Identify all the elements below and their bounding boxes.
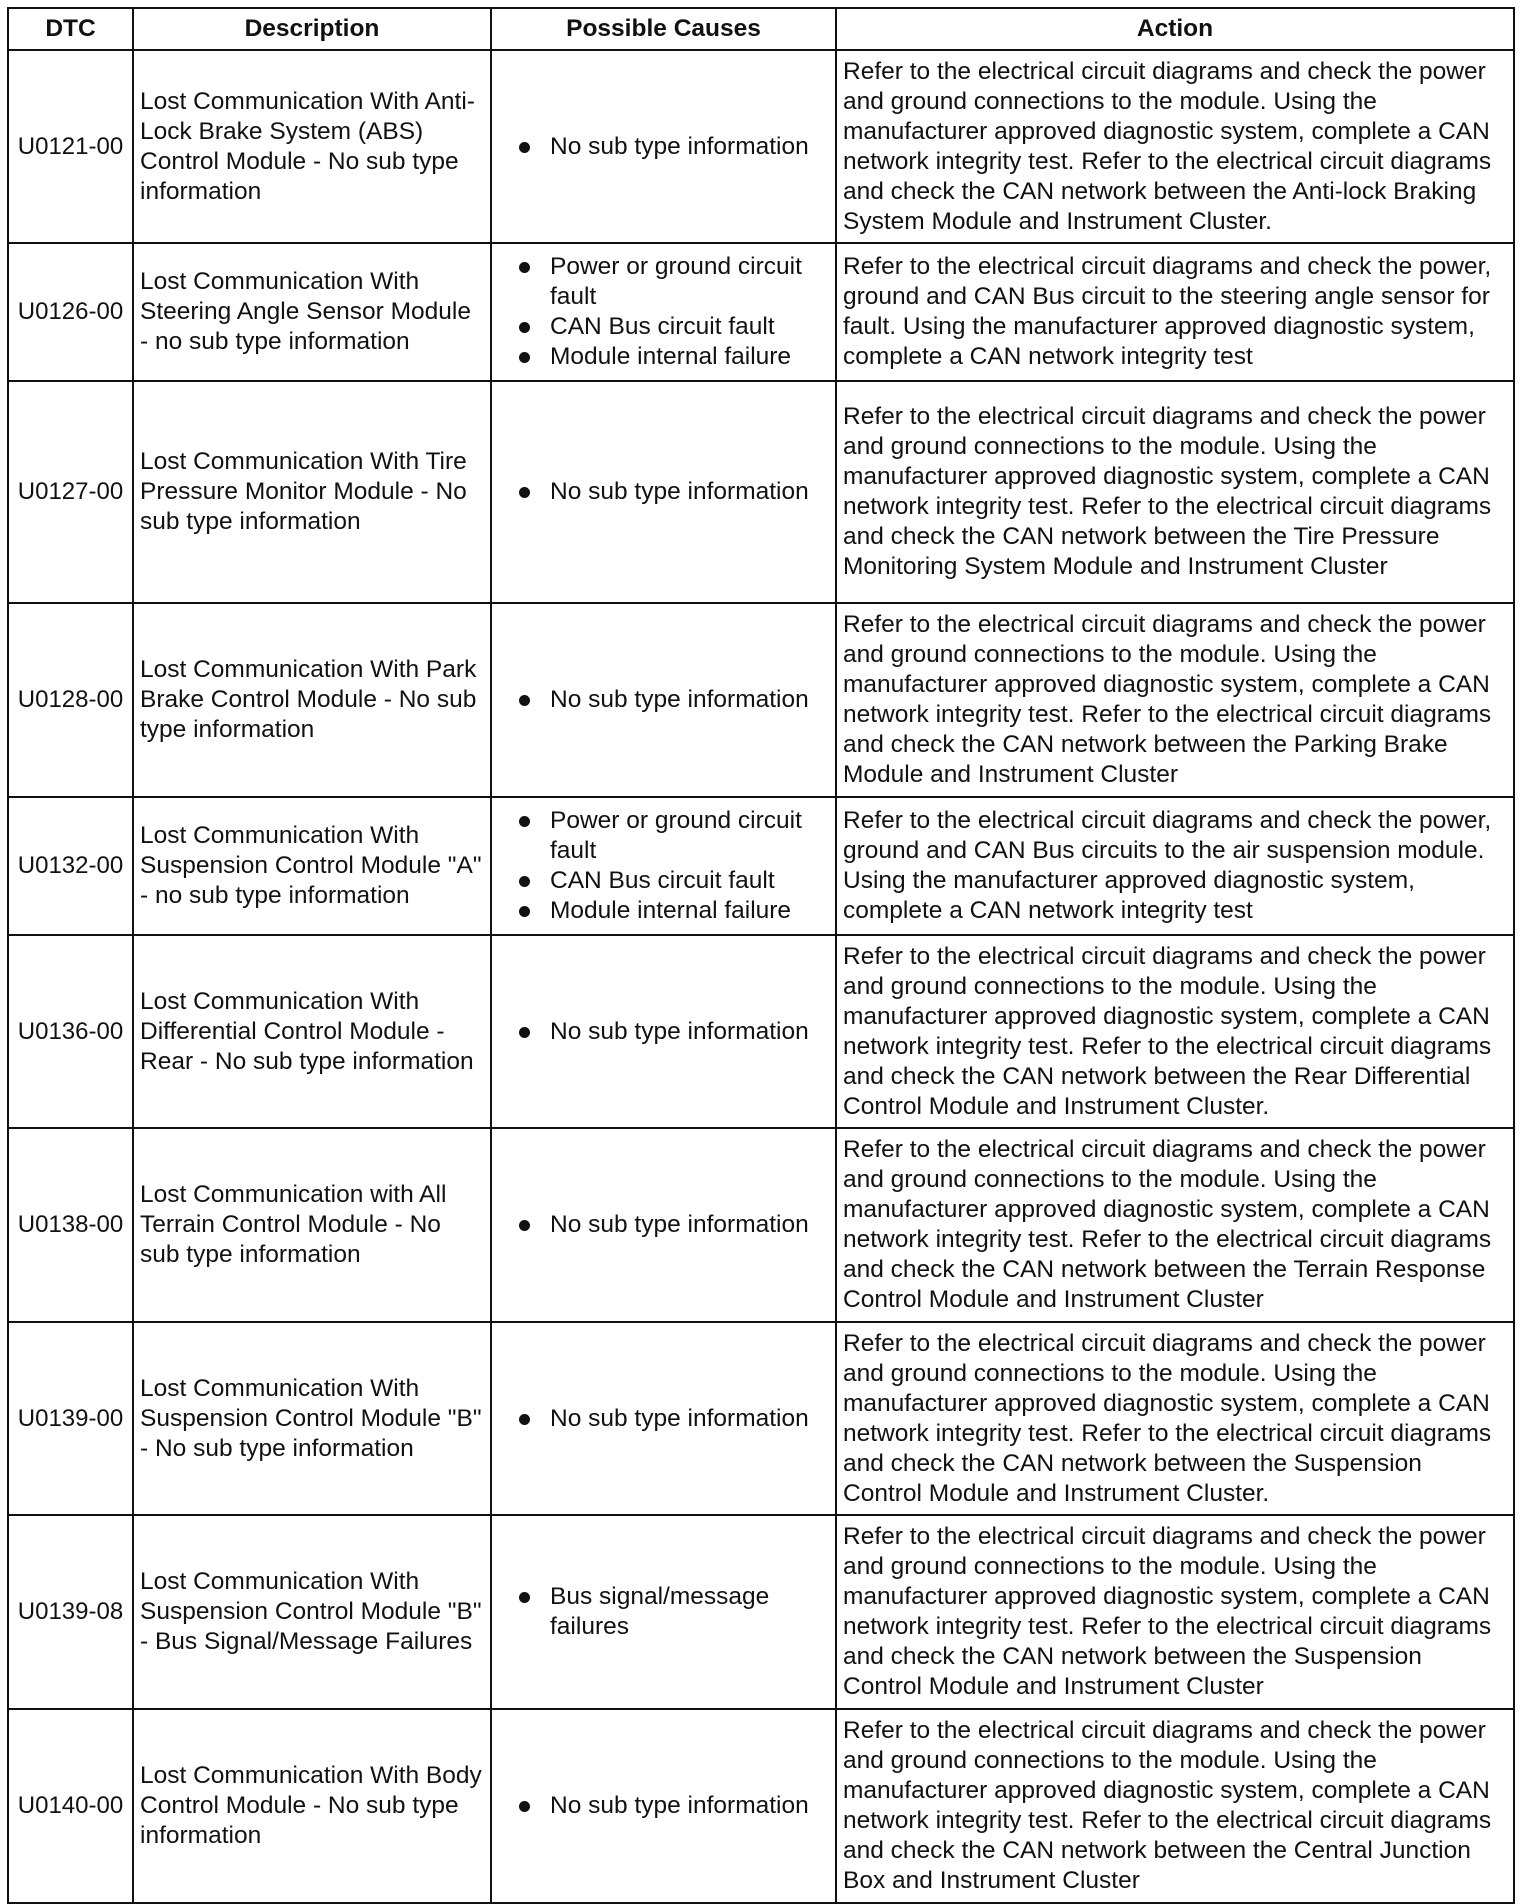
dtc-action: Refer to the electrical circuit diagrams and check the power and ground connections to the module. Using the manufacturer approved diagnostic system, complete a CAN network integrity test. Refer to the electrical circuit diagrams and check the CAN network between the Central Junction Box and Instrument Cluster bbox=[836, 1709, 1514, 1903]
dtc-code: U0128-00 bbox=[8, 603, 133, 797]
dtc-description: Lost Communication with All Terrain Control Module - No sub type information bbox=[133, 1128, 491, 1322]
cause-item: CAN Bus circuit fault bbox=[516, 866, 829, 896]
cause-item: Bus signal/message failures bbox=[516, 1582, 829, 1642]
cause-item: CAN Bus circuit fault bbox=[516, 312, 829, 342]
cause-item: No sub type information bbox=[516, 685, 829, 715]
causes-list bbox=[498, 477, 829, 507]
possible-causes-cell bbox=[491, 797, 836, 935]
cause-item: No sub type information bbox=[516, 1404, 829, 1434]
cause-item: No sub type information bbox=[516, 1791, 829, 1821]
dtc-description: Lost Communication With Park Brake Control Module - No sub type information bbox=[133, 603, 491, 797]
dtc-code: U0132-00 bbox=[8, 797, 133, 935]
header-possible-causes: Possible Causes bbox=[491, 8, 836, 50]
table-row bbox=[8, 603, 1514, 797]
possible-causes-cell bbox=[491, 935, 836, 1128]
header-dtc: DTC bbox=[8, 8, 133, 50]
dtc-action: Refer to the electrical circuit diagrams and check the power and ground connections to the module. Using the manufacturer approved diagnostic system, complete a CAN network integrity test. Refer to the electrical circuit diagrams and check the CAN network between the Rear Differential Control Module and Instrument Cluster. bbox=[836, 935, 1514, 1128]
table-header bbox=[8, 8, 1514, 50]
dtc-description: Lost Communication With Steering Angle Sensor Module - no sub type information bbox=[133, 243, 491, 381]
causes-list bbox=[498, 252, 829, 372]
header-row bbox=[8, 8, 1514, 50]
header-action: Action bbox=[836, 8, 1514, 50]
cause-item: No sub type information bbox=[516, 1017, 829, 1047]
causes-list bbox=[498, 685, 829, 715]
possible-causes-cell bbox=[491, 1128, 836, 1322]
table-row bbox=[8, 1709, 1514, 1903]
table-row bbox=[8, 797, 1514, 935]
dtc-code: U0126-00 bbox=[8, 243, 133, 381]
dtc-action: Refer to the electrical circuit diagrams and check the power, ground and CAN Bus circuit to the steering angle sensor for fault. Using the manufacturer approved diagnostic system, complete a CAN network integrity test bbox=[836, 243, 1514, 381]
causes-list bbox=[498, 1582, 829, 1642]
cause-item: Power or ground circuit fault bbox=[516, 252, 829, 312]
causes-list bbox=[498, 1210, 829, 1240]
dtc-table bbox=[7, 7, 1515, 1904]
cause-item: Module internal failure bbox=[516, 342, 829, 372]
dtc-code: U0121-00 bbox=[8, 50, 133, 243]
causes-list bbox=[498, 1017, 829, 1047]
dtc-action: Refer to the electrical circuit diagrams and check the power and ground connections to the module. Using the manufacturer approved diagnostic system, complete a CAN network integrity test. Refer to the electrical circuit diagrams and check the CAN network between the Suspension Control Module and Instrument Cluster bbox=[836, 1515, 1514, 1709]
possible-causes-cell bbox=[491, 1322, 836, 1515]
possible-causes-cell bbox=[491, 603, 836, 797]
dtc-code: U0136-00 bbox=[8, 935, 133, 1128]
causes-list bbox=[498, 132, 829, 162]
dtc-description: Lost Communication With Suspension Control Module "B" - No sub type information bbox=[133, 1322, 491, 1515]
table-row bbox=[8, 1322, 1514, 1515]
causes-list bbox=[498, 1404, 829, 1434]
cause-item: No sub type information bbox=[516, 477, 829, 507]
dtc-action: Refer to the electrical circuit diagrams and check the power and ground connections to the module. Using the manufacturer approved diagnostic system, complete a CAN network integrity test. Refer to the electrical circuit diagrams and check the CAN network between the Terrain Response Control Module and Instrument Cluster bbox=[836, 1128, 1514, 1322]
causes-list bbox=[498, 806, 829, 926]
dtc-description: Lost Communication With Suspension Control Module "B" - Bus Signal/Message Failures bbox=[133, 1515, 491, 1709]
table-row bbox=[8, 243, 1514, 381]
dtc-description: Lost Communication With Suspension Control Module "A" - no sub type information bbox=[133, 797, 491, 935]
dtc-code: U0139-00 bbox=[8, 1322, 133, 1515]
table-row bbox=[8, 50, 1514, 243]
cause-item: No sub type information bbox=[516, 1210, 829, 1240]
causes-list bbox=[498, 1791, 829, 1821]
dtc-action: Refer to the electrical circuit diagrams and check the power and ground connections to the module. Using the manufacturer approved diagnostic system, complete a CAN network integrity test. Refer to the electrical circuit diagrams and check the CAN network between the Anti-lock Braking System Module and Instrument Cluster. bbox=[836, 50, 1514, 243]
possible-causes-cell bbox=[491, 1709, 836, 1903]
cause-item: Module internal failure bbox=[516, 896, 829, 926]
dtc-code: U0127-00 bbox=[8, 381, 133, 603]
table-row bbox=[8, 1128, 1514, 1322]
table-row bbox=[8, 1515, 1514, 1709]
possible-causes-cell bbox=[491, 243, 836, 381]
dtc-code: U0138-00 bbox=[8, 1128, 133, 1322]
dtc-description: Lost Communication With Body Control Module - No sub type information bbox=[133, 1709, 491, 1903]
dtc-code: U0140-00 bbox=[8, 1709, 133, 1903]
cause-item: No sub type information bbox=[516, 132, 829, 162]
table-row bbox=[8, 935, 1514, 1128]
table-body bbox=[8, 50, 1514, 1903]
dtc-action: Refer to the electrical circuit diagrams and check the power and ground connections to the module. Using the manufacturer approved diagnostic system, complete a CAN network integrity test. Refer to the electrical circuit diagrams and check the CAN network between the Tire Pressure Monitoring System Module and Instrument Cluster bbox=[836, 381, 1514, 603]
dtc-code: U0139-08 bbox=[8, 1515, 133, 1709]
possible-causes-cell bbox=[491, 381, 836, 603]
possible-causes-cell bbox=[491, 1515, 836, 1709]
dtc-description: Lost Communication With Differential Control Module - Rear - No sub type information bbox=[133, 935, 491, 1128]
dtc-action: Refer to the electrical circuit diagrams and check the power, ground and CAN Bus circuits to the air suspension module. Using the manufacturer approved diagnostic system, complete a CAN network integrity test bbox=[836, 797, 1514, 935]
dtc-action: Refer to the electrical circuit diagrams and check the power and ground connections to the module. Using the manufacturer approved diagnostic system, complete a CAN network integrity test. Refer to the electrical circuit diagrams and check the CAN network between the Parking Brake Module and Instrument Cluster bbox=[836, 603, 1514, 797]
dtc-action: Refer to the electrical circuit diagrams and check the power and ground connections to the module. Using the manufacturer approved diagnostic system, complete a CAN network integrity test. Refer to the electrical circuit diagrams and check the CAN network between the Suspension Control Module and Instrument Cluster. bbox=[836, 1322, 1514, 1515]
possible-causes-cell bbox=[491, 50, 836, 243]
dtc-description: Lost Communication With Tire Pressure Monitor Module - No sub type information bbox=[133, 381, 491, 603]
table-row bbox=[8, 381, 1514, 603]
header-description: Description bbox=[133, 8, 491, 50]
dtc-description: Lost Communication With Anti-Lock Brake System (ABS) Control Module - No sub type information bbox=[133, 50, 491, 243]
cause-item: Power or ground circuit fault bbox=[516, 806, 829, 866]
